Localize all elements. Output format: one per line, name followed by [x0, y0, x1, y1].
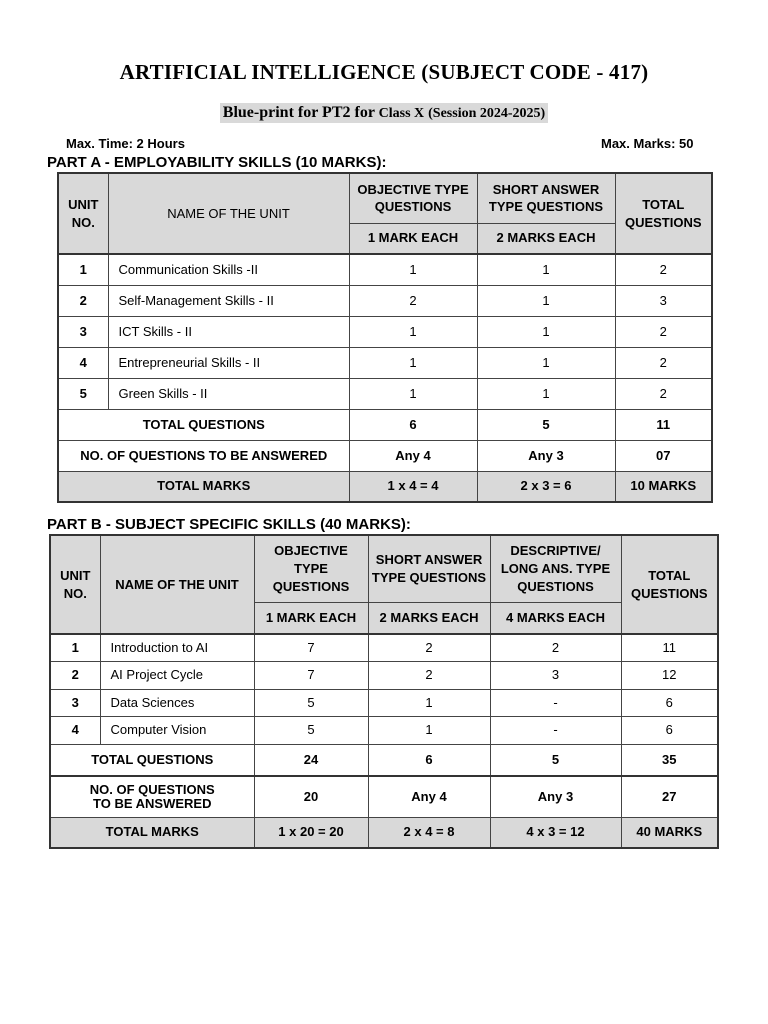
unit-no: 4 [50, 716, 100, 744]
max-time: Max. Time: 2 Hours [66, 136, 185, 151]
subtitle-main: Blue-print for PT2 for [222, 104, 375, 121]
table-row [58, 378, 712, 409]
total-marks-label: TOTAL MARKS [50, 817, 254, 848]
total-count: 2 [615, 347, 712, 378]
col-objective-header: OBJECTIVE TYPE QUESTIONS [254, 535, 368, 602]
unit-no: 2 [50, 661, 100, 689]
to-answer-total: 27 [621, 776, 718, 817]
sub-objective-header: 1 MARK EACH [349, 223, 477, 254]
unit-name: Data Sciences [100, 689, 254, 716]
table-row [50, 689, 718, 716]
to-answer-row [50, 776, 718, 817]
short-count: 1 [477, 316, 615, 347]
marks-objective: 1 x 4 = 4 [349, 471, 477, 502]
total-all: 11 [615, 409, 712, 440]
table-row [58, 316, 712, 347]
to-answer-row [58, 440, 712, 471]
total-short: 5 [477, 409, 615, 440]
table-row [50, 661, 718, 689]
total-long: 5 [490, 744, 621, 776]
objective-count: 5 [254, 716, 368, 744]
total-count: 2 [615, 378, 712, 409]
total-marks-label: TOTAL MARKS [58, 471, 349, 502]
objective-count: 1 [349, 316, 477, 347]
unit-name: Introduction to AI [100, 634, 254, 661]
marks-short: 2 x 3 = 6 [477, 471, 615, 502]
short-count: 1 [477, 254, 615, 285]
sub-short-header: 2 MARKS EACH [477, 223, 615, 254]
max-marks: Max. Marks: 50 [601, 136, 694, 151]
col-name-header: NAME OF THE UNIT [100, 535, 254, 634]
total-count: 3 [615, 285, 712, 316]
to-answer-label [50, 776, 254, 817]
table-row [50, 634, 718, 661]
marks-objective: 1 x 20 = 20 [254, 817, 368, 848]
to-answer-objective: Any 4 [349, 440, 477, 471]
total-marks-row [50, 817, 718, 848]
total-count: 6 [621, 716, 718, 744]
marks-total: 10 MARKS [615, 471, 712, 502]
document-title: ARTIFICIAL INTELLIGENCE (SUBJECT CODE - 417) [119, 60, 649, 84]
part-a-table [57, 172, 713, 503]
total-questions-label: TOTAL QUESTIONS [50, 744, 254, 776]
part-b-heading: PART B - SUBJECT SPECIFIC SKILLS (40 MARKS): [47, 516, 411, 533]
total-count: 2 [615, 316, 712, 347]
unit-no: 5 [58, 378, 108, 409]
total-marks-row [58, 471, 712, 502]
unit-no: 2 [58, 285, 108, 316]
total-all: 35 [621, 744, 718, 776]
col-short-header: SHORT ANSWER TYPE QUESTIONS [477, 173, 615, 223]
short-count: 1 [368, 716, 490, 744]
part-a-heading: PART A - EMPLOYABILITY SKILLS (10 MARKS): [47, 154, 387, 171]
short-count: 2 [368, 661, 490, 689]
table-header-row [58, 173, 712, 223]
subtitle-wrap [0, 103, 768, 123]
table-row [50, 716, 718, 744]
unit-no: 4 [58, 347, 108, 378]
col-name-header: NAME OF THE UNIT [108, 173, 349, 254]
long-count: 2 [490, 634, 621, 661]
short-count: 1 [368, 689, 490, 716]
unit-name: AI Project Cycle [100, 661, 254, 689]
col-long-header: DESCRIPTIVE/ LONG ANS. TYPE QUESTIONS [490, 535, 621, 602]
col-unit-header: UNIT NO. [58, 173, 108, 254]
objective-count: 7 [254, 634, 368, 661]
objective-count: 2 [349, 285, 477, 316]
unit-no: 3 [50, 689, 100, 716]
to-answer-objective: 20 [254, 776, 368, 817]
unit-no: 3 [58, 316, 108, 347]
table-header-row [50, 535, 718, 602]
objective-count: 1 [349, 378, 477, 409]
total-objective: 6 [349, 409, 477, 440]
unit-name: ICT Skills - II [108, 316, 349, 347]
unit-name: Computer Vision [100, 716, 254, 744]
unit-name: Communication Skills -II [108, 254, 349, 285]
sub-short-header: 2 MARKS EACH [368, 602, 490, 634]
objective-count: 7 [254, 661, 368, 689]
unit-no: 1 [58, 254, 108, 285]
col-total-header: TOTAL QUESTIONS [621, 535, 718, 634]
unit-name: Entrepreneurial Skills - II [108, 347, 349, 378]
subtitle [220, 103, 548, 123]
marks-long: 4 x 3 = 12 [490, 817, 621, 848]
objective-count: 1 [349, 254, 477, 285]
col-unit-header: UNIT NO. [50, 535, 100, 634]
total-questions-label: TOTAL QUESTIONS [58, 409, 349, 440]
long-count: - [490, 716, 621, 744]
long-count: - [490, 689, 621, 716]
unit-name: Self-Management Skills - II [108, 285, 349, 316]
short-count: 1 [477, 378, 615, 409]
total-objective: 24 [254, 744, 368, 776]
short-count: 1 [477, 347, 615, 378]
total-count: 11 [621, 634, 718, 661]
to-answer-short: Any 4 [368, 776, 490, 817]
total-count: 6 [621, 689, 718, 716]
to-answer-short: Any 3 [477, 440, 615, 471]
col-total-header: TOTAL QUESTIONS [615, 173, 712, 254]
marks-total: 40 MARKS [621, 817, 718, 848]
total-questions-row [58, 409, 712, 440]
subtitle-session: (Session 2024-2025) [428, 106, 546, 121]
short-count: 1 [477, 285, 615, 316]
sub-long-header: 4 MARKS EACH [490, 602, 621, 634]
table-row [58, 285, 712, 316]
to-answer-label-line1: NO. OF QUESTIONS [89, 782, 215, 798]
total-short: 6 [368, 744, 490, 776]
total-questions-row [50, 744, 718, 776]
col-short-header: SHORT ANSWER TYPE QUESTIONS [368, 535, 490, 602]
part-b-table [49, 534, 719, 849]
to-answer-label-line2: TO BE ANSWERED [93, 795, 212, 811]
marks-short: 2 x 4 = 8 [368, 817, 490, 848]
unit-no: 1 [50, 634, 100, 661]
sub-objective-header: 1 MARK EACH [254, 602, 368, 634]
total-count: 2 [615, 254, 712, 285]
unit-name: Green Skills - II [108, 378, 349, 409]
to-answer-long: Any 3 [490, 776, 621, 817]
short-count: 2 [368, 634, 490, 661]
table-row [58, 254, 712, 285]
to-answer-label: NO. OF QUESTIONS TO BE ANSWERED [58, 440, 349, 471]
objective-count: 5 [254, 689, 368, 716]
table-row [58, 347, 712, 378]
col-objective-header: OBJECTIVE TYPE QUESTIONS [349, 173, 477, 223]
total-count: 12 [621, 661, 718, 689]
to-answer-total: 07 [615, 440, 712, 471]
objective-count: 1 [349, 347, 477, 378]
long-count: 3 [490, 661, 621, 689]
subtitle-class: Class X [378, 106, 425, 121]
